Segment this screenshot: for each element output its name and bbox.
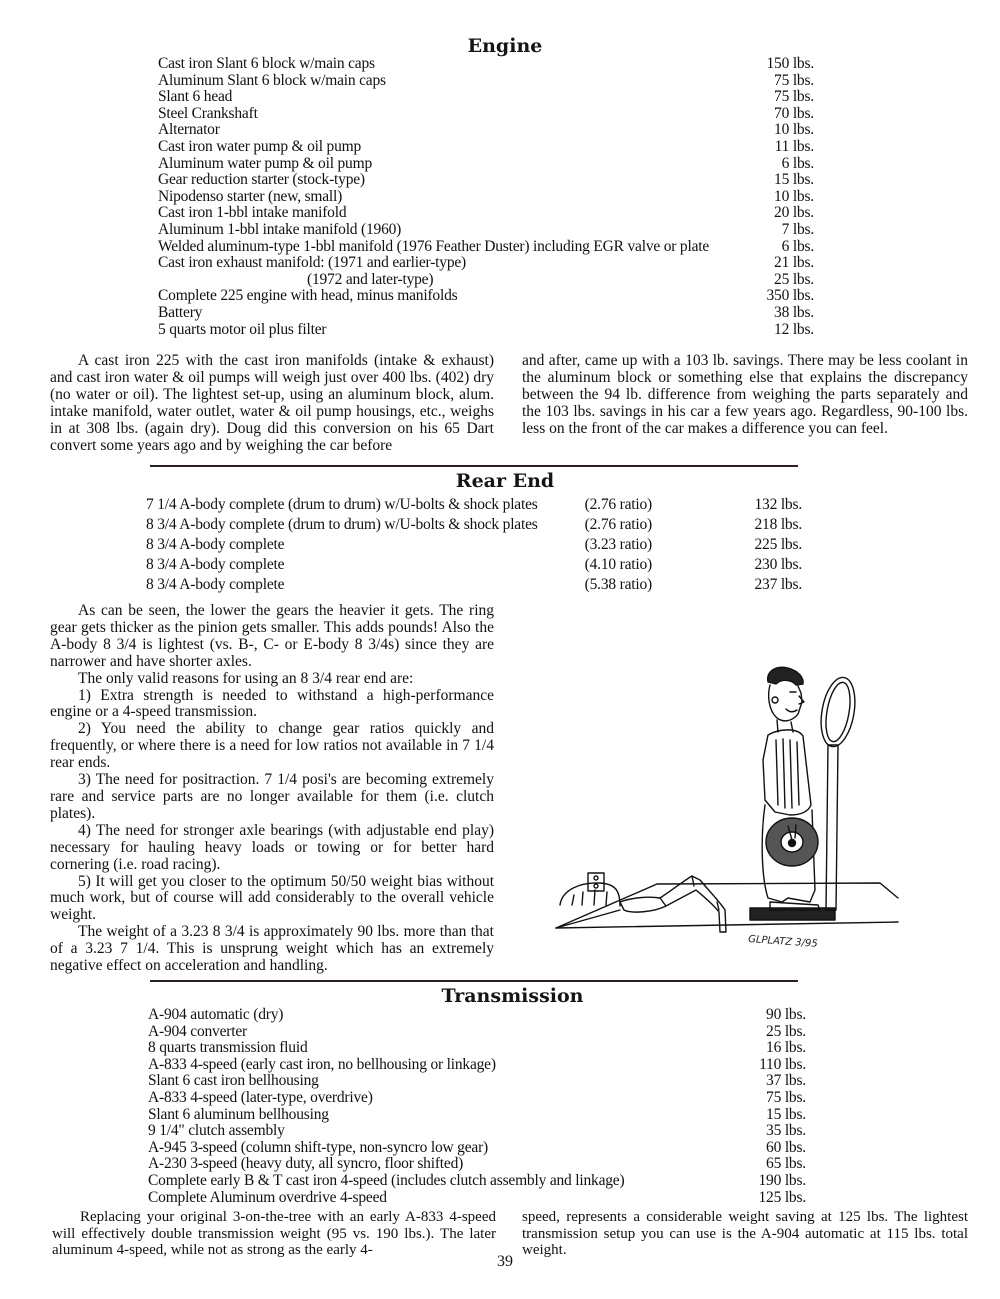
item-label: Complete Aluminum overdrive 4-speed (148, 1188, 387, 1206)
section-divider (150, 980, 798, 982)
item-weight: 15 lbs. (774, 171, 814, 189)
item-weight: 25 lbs. (766, 1022, 806, 1040)
item-weight: 218 lbs. (754, 516, 802, 533)
item-label: 8 3/4 A-body complete (146, 576, 285, 593)
item-label: Aluminum 1-bbl intake manifold (1960) (158, 220, 402, 238)
table-row (146, 517, 802, 537)
table-row (158, 222, 814, 239)
table-row (158, 272, 814, 289)
man-figure (762, 667, 820, 910)
item-weight: 90 lbs. (766, 1006, 806, 1023)
table-row (158, 56, 814, 73)
item-label: A-904 converter (148, 1022, 247, 1040)
item-label: Nipodenso starter (new, small) (158, 187, 343, 205)
table-row (148, 1140, 806, 1157)
item-ratio: (2.76 ratio) (584, 496, 652, 513)
transmission-heading: Transmission (441, 985, 584, 1007)
flywheel-icon (766, 818, 818, 866)
table-row (158, 288, 814, 305)
table-row (148, 1073, 806, 1090)
table-row (158, 205, 814, 222)
item-ratio: (3.23 ratio) (584, 536, 652, 553)
item-label: (1972 and later-type) (307, 270, 434, 288)
item-label: Slant 6 head (158, 88, 233, 106)
paragraph: and after, came up with a 103 lb. savings. There may be less coolant in the aluminum block or something else that explains the discrepancy between the 94 lb. difference from weighing the parts separately and the 103 lbs. savings in his car a few years ago. Regardless, 90-100 lbs. less on the front of the car makes a difference you can feel. (522, 352, 968, 437)
item-label: Steel Crankshaft (158, 104, 258, 122)
item-weight: 75 lbs. (774, 71, 814, 89)
item-ratio: (2.76 ratio) (584, 516, 652, 533)
table-row (146, 577, 802, 597)
table-row (146, 537, 802, 557)
rear-end-weight-table (146, 497, 802, 597)
item-label: 8 3/4 A-body complete (146, 536, 285, 553)
item-label: Welded aluminum-type 1-bbl manifold (1976 Feather Duster) including EGR valve or plate (158, 237, 710, 255)
artist-signature: GLPLATZ 3/95 (747, 934, 819, 950)
item-label: Gear reduction starter (stock-type) (158, 171, 365, 189)
item-label: Battery (158, 303, 203, 321)
engine-weight-table (158, 56, 814, 338)
item-weight: 21 lbs. (774, 254, 814, 272)
item-label: Aluminum water pump & oil pump (158, 154, 372, 172)
transmission-paragraph-right (522, 1209, 968, 1259)
item-label: 9 1/4" clutch assembly (148, 1122, 285, 1140)
item-weight: 190 lbs. (758, 1171, 806, 1189)
item-label: Complete 225 engine with head, minus manifolds (158, 287, 458, 305)
paragraph: The weight of a 3.23 8 3/4 is approximately 90 lbs. more than that of a 3.23 7 1/4. This is unsprung weight which has an extremely negative effect on acceleration and handling. (50, 923, 494, 975)
item-label: 8 3/4 A-body complete (146, 556, 285, 573)
table-row (148, 1190, 806, 1207)
table-row (158, 305, 814, 322)
item-label: 5 quarts motor oil plus filter (158, 320, 327, 338)
item-weight: 10 lbs. (774, 187, 814, 205)
table-row (158, 322, 814, 339)
table-row (148, 1007, 806, 1024)
item-label: Slant 6 aluminum bellhousing (148, 1105, 329, 1123)
table-row (158, 139, 814, 156)
paragraph: 5) It will get you closer to the optimum 50/50 weight bias without much work, but of course will add considerably to the overall vehicle weight. (50, 872, 494, 924)
table-row (158, 255, 814, 272)
table-row (148, 1040, 806, 1057)
paragraph: Replacing your original 3-on-the-tree with an early A-833 4-speed will effectively double transmission weight (95 vs. 190 lbs.). The later aluminum 4-speed, while not as strong as the early 4- (52, 1209, 496, 1258)
item-label: A-833 4-speed (early cast iron, no bellhousing or linkage) (148, 1055, 496, 1073)
table-row (148, 1173, 806, 1190)
paragraph: 4) The need for stronger axle bearings (with adjustable end play) necessary for hauling heavy loads or towing or for better hard cornering (i.e. road racing). (50, 821, 494, 873)
item-label: A-945 3-speed (column shift-type, non-syncro low gear) (148, 1138, 489, 1156)
item-weight: 38 lbs. (774, 303, 814, 321)
engine-heading: Engine (467, 35, 543, 57)
table-row (158, 189, 814, 206)
section-divider (150, 465, 798, 467)
item-weight: 6 lbs. (781, 237, 814, 255)
table-row (146, 557, 802, 577)
rear-end-heading: Rear End (455, 470, 555, 492)
item-label: Cast iron water pump & oil pump (158, 137, 362, 155)
item-label: Cast iron Slant 6 block w/main caps (158, 55, 375, 72)
item-weight: 132 lbs. (754, 496, 802, 513)
cartoon-illustration (520, 640, 900, 970)
page-number: 39 (497, 1253, 513, 1270)
paragraph: 1) Extra strength is needed to withstand a high-performance engine or a 4-speed transmission. (50, 686, 494, 721)
table-row (158, 172, 814, 189)
item-weight: 25 lbs. (774, 270, 814, 288)
table-row (148, 1057, 806, 1074)
item-weight: 230 lbs. (754, 556, 802, 573)
item-weight: 75 lbs. (774, 88, 814, 106)
table-row (148, 1107, 806, 1124)
item-weight: 20 lbs. (774, 204, 814, 222)
item-weight: 225 lbs. (754, 536, 802, 553)
paragraph: The only valid reasons for using an 8 3/4 rear end are: (78, 669, 414, 687)
item-weight: 10 lbs. (774, 121, 814, 139)
table-row (158, 73, 814, 90)
item-label: A-904 automatic (dry) (148, 1006, 284, 1023)
item-label: Alternator (158, 121, 220, 139)
table-row (146, 497, 802, 517)
item-ratio: (5.38 ratio) (584, 576, 652, 593)
transmission-weight-table (148, 1007, 806, 1206)
paragraph: 2) You need the ability to change gear ratios quickly and frequently, or where there is a need for low ratios not available in 7 1/4 rear ends. (50, 720, 494, 772)
item-label: Complete early B & T cast iron 4-speed (includes clutch assembly and linkage) (148, 1171, 625, 1189)
item-label: 7 1/4 A-body complete (drum to drum) w/U-bolts & shock plates (146, 496, 538, 513)
item-weight: 350 lbs. (766, 287, 814, 305)
table-row (148, 1123, 806, 1140)
item-weight: 15 lbs. (766, 1105, 806, 1123)
table-row (148, 1024, 806, 1041)
item-label: Aluminum Slant 6 block w/main caps (158, 71, 386, 89)
item-weight: 11 lbs. (774, 137, 814, 155)
table-row (158, 156, 814, 173)
item-weight: 125 lbs. (758, 1188, 806, 1206)
item-weight: 70 lbs. (774, 104, 814, 122)
paragraph: A cast iron 225 with the cast iron manifolds (intake & exhaust) and cast iron water & oil pumps will weigh just over 400 lbs. (402) dry (no water or oil). The lightest set-up, using an aluminum block, alum. intake manifold, water outlet, water & oil pump housings, etc., weighs in at 308 lbs. (again dry). Doug did this conversion on his 65 Dart convert some years ago and by weighing the car before (50, 352, 494, 454)
item-label: Cast iron exhaust manifold: (1971 and earlier-type) (158, 254, 467, 272)
floor-outline (556, 883, 898, 928)
item-weight: 37 lbs. (766, 1072, 806, 1090)
paragraph: speed, represents a considerable weight saving at 125 lbs. The lightest transmission setup you can use is the A-904 automatic at 115 lbs. total weight. (522, 1209, 968, 1258)
item-weight: 150 lbs. (766, 55, 814, 72)
table-row (158, 239, 814, 256)
item-label: 8 3/4 A-body complete (drum to drum) w/U-bolts & shock plates (146, 516, 538, 533)
item-weight: 35 lbs. (766, 1122, 806, 1140)
engine-paragraph-left (50, 353, 494, 454)
item-label: A-230 3-speed (heavy duty, all syncro, floor shifted) (148, 1155, 464, 1173)
item-ratio: (4.10 ratio) (584, 556, 652, 573)
item-weight: 12 lbs. (774, 320, 814, 338)
table-row (148, 1090, 806, 1107)
table-row (158, 106, 814, 123)
item-weight: 60 lbs. (766, 1138, 806, 1156)
item-label: Slant 6 cast iron bellhousing (148, 1072, 319, 1090)
item-weight: 237 lbs. (754, 576, 802, 593)
rear-end-body (50, 603, 494, 975)
item-label: 8 quarts transmission fluid (148, 1039, 308, 1057)
table-row (158, 122, 814, 139)
item-weight: 110 lbs. (759, 1055, 806, 1073)
item-weight: 6 lbs. (781, 154, 814, 172)
item-label: Cast iron 1-bbl intake manifold (158, 204, 347, 222)
item-weight: 75 lbs. (766, 1088, 806, 1106)
item-weight: 16 lbs. (766, 1039, 806, 1057)
item-label: A-833 4-speed (later-type, overdrive) (148, 1088, 373, 1106)
transmission-paragraph-left (52, 1209, 496, 1259)
table-row (148, 1156, 806, 1173)
table-row (158, 89, 814, 106)
item-weight: 65 lbs. (766, 1155, 806, 1173)
engine-paragraph-right (522, 353, 968, 438)
paragraph: 3) The need for positraction. 7 1/4 posi's are becoming extremely rare and service parts are no longer available for them (i.e. clutch plates). (50, 771, 494, 822)
item-weight: 7 lbs. (781, 220, 814, 238)
exhaust-manifold-icon (560, 873, 726, 932)
paragraph: As can be seen, the lower the gears the heavier it gets. The ring gear gets thicker as the pinion gets smaller. This adds pounds! Also the A-body 8 3/4 is lightest (vs. B-, C- or E-body 8 3/4s) since they are narrower and have shorter axles. (50, 602, 494, 670)
